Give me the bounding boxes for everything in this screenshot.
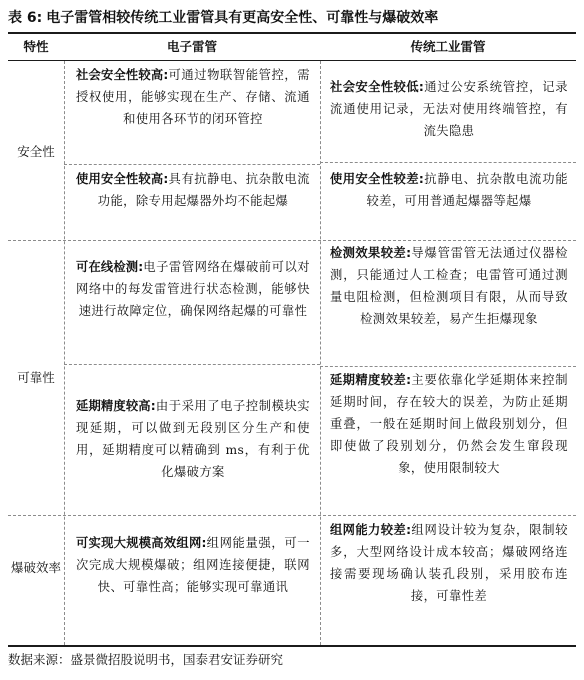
table-title [8,6,576,30]
electronic-social-safety-text: 可通过物联智能管控，需授权使用，能够实现在生产、存储、流通和使用各环节的闭环管控 [76,68,310,126]
header-electronic: 电子雷管 [166,39,217,54]
electronic-networking-text: 组网能量强，可一次完成大规模爆破；组网连接便捷，联网快、可靠性高；能够实现可靠通讯 [76,536,310,594]
section-divider-reliability [8,515,576,516]
table-title-text: 电子雷管相较传统工业雷管具有更高安全性、可靠性与爆破效率 [46,10,439,26]
row-divider-reliability-traditional [320,366,576,367]
table-number: 表 6: [8,10,43,26]
row-divider-reliability-electronic [64,364,320,365]
electronic-social-safety-heading: 社会安全性较高: [76,68,169,82]
traditional-delay-precision-heading: 延期精度较差: [330,373,412,387]
traditional-networking-text: 组网设计较为复杂，限制较多，大型网络设计成本较高；爆破网络连接需要现场确认装孔段别，采用胶布连接，可靠性差 [330,523,568,603]
electronic-online-detection-heading: 可在线检测: [76,260,144,274]
traditional-social-safety-heading: 社会安全性较低: [330,80,424,94]
column-divider-right [320,61,321,645]
traditional-social-safety-cell [330,76,568,142]
traditional-use-safety-heading: 使用安全性较差: [330,172,424,186]
header-feature: 特性 [23,39,49,54]
electronic-online-detection-cell [76,256,310,322]
traditional-use-safety-cell [330,168,568,212]
bottom-rule [8,645,576,647]
traditional-social-safety-text: 通过公安系统管控，记录流通使用记录，无法对使用终端管控，有流失隐患 [330,80,569,138]
feature-reliability: 可靠性 [17,370,55,385]
electronic-delay-precision-cell [76,395,310,483]
traditional-networking-heading: 组网能力较差: [330,523,412,537]
traditional-detection-cell [330,242,568,330]
electronic-delay-precision-heading: 延期精度较高: [76,399,156,413]
traditional-detection-text: 导爆管雷管无法通过仪器检测，只能通过人工检查；电雷管可通过测量电阻检测，但检测项目有限，从而导致检测效果较差，易产生拒爆现象 [330,246,568,326]
section-divider-safety [8,240,576,241]
header-rule [8,60,576,61]
row-divider-safety-traditional [320,162,576,163]
header-traditional: 传统工业雷管 [410,39,486,54]
electronic-networking-heading: 可实现大规模高效组网: [76,536,207,550]
electronic-use-safety-heading: 使用安全性较高: [76,172,169,186]
electronic-delay-precision-text: 由于采用了电子控制模块实现延期，可以做到无段别区分生产和使用，延期精度可以精确到 ms，有利于优化爆破方案 [76,399,310,479]
traditional-detection-heading: 检测效果较差: [330,246,412,260]
row-divider-safety-electronic [64,164,320,165]
traditional-delay-precision-cell [330,369,568,479]
feature-efficiency: 爆破效率 [10,560,61,575]
traditional-networking-cell [330,519,568,607]
electronic-networking-cell [76,532,310,598]
traditional-use-safety-text: 抗静电、抗杂散电流功能较差，可用普通起爆器等起爆 [366,172,569,208]
traditional-delay-precision-text: 主要依靠化学延期体来控制延期时间，存在较大的误差，为防止延期重叠，一般在延期时间上做段别划分，但即使做了段别划分，仍然会发生窜段现象，使用限制较大 [330,373,568,475]
data-source: 数据来源：盛景微招股说明书，国泰君安证券研究 [8,652,284,667]
column-divider-left [64,61,65,645]
feature-safety: 安全性 [17,144,55,159]
electronic-social-safety-cell [76,64,310,130]
electronic-use-safety-cell [76,168,310,212]
electronic-online-detection-text: 电子雷管网络在爆破前可以对网络中的每发雷管进行状态检测，能够快速进行故障定位，确保网络起爆的可靠性 [76,260,310,318]
electronic-use-safety-text: 具有抗静电、抗杂散电流功能，除专用起爆器外均不能起爆 [97,172,310,208]
